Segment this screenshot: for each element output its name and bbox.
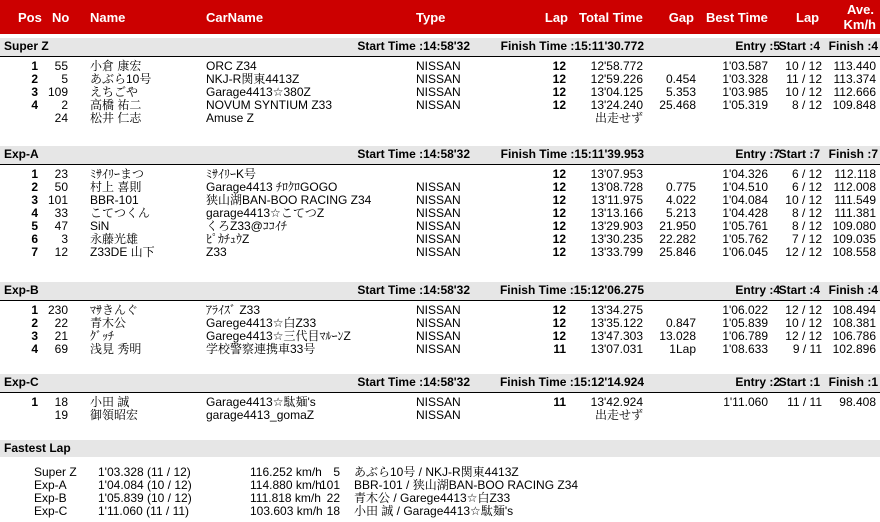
cell-total: 13'42.924 (590, 395, 643, 409)
cell-no: 2 (61, 98, 68, 112)
cell-ave: 109.080 (832, 219, 876, 233)
section-entry: Entry :4 (735, 283, 780, 297)
cell-name: SiN (90, 219, 110, 233)
cell-best: 1'06.022 (722, 303, 768, 317)
cell-bestlap: 12 / 12 (785, 329, 822, 343)
cell-pos: 4 (31, 206, 38, 220)
cell-total: 13'11.975 (591, 193, 643, 207)
cell-name: 浅見 秀明 (90, 342, 142, 356)
cell-best: 1'04.084 (722, 193, 768, 207)
cell-ave: 112.666 (833, 85, 876, 99)
cell-gap: 0.775 (665, 180, 696, 194)
section-name: Exp-B (4, 283, 39, 297)
fastest-lap-bar (0, 440, 880, 457)
cell-gap: 22.282 (659, 232, 696, 246)
cell-total: 13'29.903 (590, 219, 643, 233)
cell-car: Garege4413☆白Z33 (206, 316, 317, 330)
section-name: Exp-A (4, 147, 39, 161)
fastest-cell-no: 18 (326, 504, 340, 518)
cell-pos: 1 (31, 59, 38, 73)
cell-ave: 109.848 (832, 98, 876, 112)
col-kmh: Km/h (843, 17, 876, 32)
cell-total: 出走せず (594, 111, 643, 125)
cell-best: 1'03.587 (722, 59, 768, 73)
cell-gap: 1Lap (669, 342, 696, 356)
cell-no: 22 (54, 316, 68, 330)
col-name: Name (90, 10, 126, 25)
cell-total: 出走せず (594, 408, 643, 422)
section-start-count: Start :4 (778, 283, 820, 297)
section-name: Exp-C (4, 375, 39, 389)
cell-name: BBR-101 (90, 193, 139, 207)
cell-pos: 4 (31, 98, 38, 112)
section-divider (0, 392, 880, 393)
cell-car: 狭山湖BAN-BOO RACING Z34 (206, 193, 372, 207)
cell-total: 13'30.235 (590, 232, 643, 246)
cell-car: garage4413☆こてつZ (206, 206, 325, 220)
cell-ave: 98.408 (839, 395, 876, 409)
section-start-count: Start :4 (778, 39, 820, 53)
section-finish-time: Finish Time :15:12'06.275 (499, 283, 644, 297)
cell-ave: 106.786 (832, 329, 876, 343)
cell-gap: 25.846 (659, 245, 696, 259)
cell-lap: 12 (552, 98, 566, 112)
cell-total: 13'08.728 (590, 180, 643, 194)
cell-name: ﾏｻきんぐ (90, 303, 139, 317)
fastest-cell-cls: Exp-B (34, 491, 67, 505)
cell-gap: 21.950 (659, 219, 696, 233)
fastest-cell-speed: 116.252 km/h (250, 465, 322, 479)
cell-bestlap: 8 / 12 (791, 219, 822, 233)
cell-type: NISSAN (416, 316, 461, 330)
cell-name: えちごや (90, 85, 139, 99)
cell-pos: 5 (31, 219, 38, 233)
fastest-cell-speed: 114.880 km/h (250, 478, 322, 492)
cell-no: 5 (61, 72, 68, 86)
cell-type: NISSAN (416, 342, 461, 356)
col-gap: Gap (668, 10, 694, 25)
section-finish-count: Finish :1 (828, 375, 878, 389)
section-name: Super Z (4, 39, 49, 53)
cell-no: 55 (54, 59, 68, 73)
fastest-cell-no: 5 (333, 465, 340, 479)
cell-name: Z33DE 山下 (90, 245, 155, 259)
cell-no: 47 (54, 219, 68, 233)
cell-no: 109 (47, 85, 68, 99)
cell-ave: 108.494 (832, 303, 876, 317)
cell-gap: 5.213 (665, 206, 696, 220)
cell-type: NISSAN (416, 329, 461, 343)
cell-ave: 113.440 (833, 59, 876, 73)
section-divider (0, 164, 880, 165)
section-start-time: Start Time :14:58'32 (357, 375, 470, 389)
fastest-cell-desc: BBR-101 / 狭山湖BAN-BOO RACING Z34 (354, 478, 579, 492)
cell-ave: 102.896 (832, 342, 876, 356)
cell-no: 33 (54, 206, 68, 220)
cell-car: Garege4413☆三代目ﾏﾙｰﾝZ (206, 329, 351, 343)
cell-gap: 13.028 (659, 329, 696, 343)
cell-total: 13'34.275 (590, 303, 643, 317)
cell-name: 御領昭宏 (90, 408, 139, 422)
fastest-cell-speed: 111.818 km/h (250, 491, 321, 505)
cell-no: 23 (54, 167, 68, 181)
cell-lap: 12 (552, 193, 566, 207)
cell-type: NISSAN (416, 98, 461, 112)
fastest-cell-desc: あぶら10号 / NKJ-R関東4413Z (354, 465, 519, 479)
section-finish-time: Finish Time :15:11'30.772 (500, 39, 644, 53)
section-start-time: Start Time :14:58'32 (357, 147, 470, 161)
cell-car: ｱﾗｲｽﾞ Z33 (206, 303, 261, 317)
cell-car: Z33 (206, 245, 227, 259)
cell-car: Garage4413☆380Z (206, 85, 311, 99)
cell-type: NISSAN (416, 395, 461, 409)
cell-car: garage4413_gomaZ (206, 408, 315, 422)
cell-car: NKJ-R関東4413Z (206, 72, 300, 86)
cell-best: 1'05.319 (722, 98, 768, 112)
cell-type: NISSAN (416, 303, 461, 317)
cell-car: 学校警察連携車33号 (206, 342, 316, 356)
cell-pos: 2 (31, 180, 38, 194)
cell-car: Garage4413 ﾁﾛｸﾛGOGO (206, 180, 338, 194)
cell-total: 12'59.226 (590, 72, 643, 86)
cell-ave: 108.381 (832, 316, 876, 330)
cell-pos: 2 (31, 316, 38, 330)
cell-pos: 3 (31, 85, 38, 99)
cell-total: 13'35.122 (590, 316, 643, 330)
section-finish-count: Finish :4 (828, 283, 878, 297)
cell-no: 21 (54, 329, 68, 343)
cell-name: 松井 仁志 (90, 111, 142, 125)
cell-total: 13'47.303 (590, 329, 643, 343)
cell-no: 18 (54, 395, 68, 409)
cell-ave: 111.381 (834, 206, 876, 220)
cell-gap: 0.847 (665, 316, 696, 330)
cell-car: くろZ33@ｺｺｲﾁ (206, 219, 287, 233)
section-finish-time: Finish Time :15:12'14.924 (499, 375, 644, 389)
cell-best: 1'03.328 (722, 72, 768, 86)
cell-total: 13'33.799 (590, 245, 643, 259)
section-finish-count: Finish :4 (828, 39, 878, 53)
col-best-time: Best Time (706, 10, 768, 25)
cell-type: NISSAN (416, 206, 461, 220)
cell-lap: 11 (553, 395, 566, 409)
cell-bestlap: 11 / 11 (787, 395, 822, 409)
cell-gap: 4.022 (665, 193, 696, 207)
cell-total: 13'04.125 (590, 85, 643, 99)
cell-name: 高橋 祐二 (90, 98, 142, 112)
cell-bestlap: 10 / 12 (785, 316, 822, 330)
section-finish-time: Finish Time :15:11'39.953 (500, 147, 644, 161)
cell-best: 1'03.985 (722, 85, 768, 99)
cell-ave: 112.008 (833, 180, 876, 194)
cell-pos: 1 (31, 167, 38, 181)
cell-pos: 1 (31, 303, 38, 317)
cell-pos: 3 (31, 329, 38, 343)
cell-type: NISSAN (416, 219, 461, 233)
section-bar (0, 146, 880, 164)
cell-best: 1'06.789 (722, 329, 768, 343)
cell-type: NISSAN (416, 72, 461, 86)
cell-best: 1'04.510 (722, 180, 768, 194)
cell-ave: 113.374 (833, 72, 876, 86)
cell-type: NISSAN (416, 180, 461, 194)
cell-bestlap: 10 / 12 (785, 193, 822, 207)
cell-total: 13'07.953 (590, 167, 643, 181)
cell-gap: 0.454 (665, 72, 696, 86)
cell-lap: 12 (552, 219, 566, 233)
cell-name: 小倉 康宏 (90, 59, 142, 73)
fastest-cell-desc: 小田 誠 / Garage4413☆駄麺's (354, 504, 514, 518)
cell-pos: 2 (31, 72, 38, 86)
cell-no: 12 (54, 245, 68, 259)
fastest-cell-cls: Super Z (34, 465, 77, 479)
cell-car: Garage4413☆駄麺's (206, 395, 316, 409)
cell-best: 1'04.326 (722, 167, 768, 181)
section-start-count: Start :7 (778, 147, 820, 161)
cell-no: 50 (54, 180, 68, 194)
cell-type: NISSAN (416, 245, 461, 259)
cell-type: NISSAN (416, 85, 461, 99)
cell-bestlap: 10 / 12 (785, 85, 822, 99)
cell-name: 小田 誠 (90, 395, 130, 409)
fastest-cell-time: 1'11.060 (11 / 11) (98, 504, 190, 518)
cell-name: こてつくん (90, 206, 151, 220)
cell-best: 1'08.633 (722, 342, 768, 356)
fastest-cell-speed: 103.603 km/h (250, 504, 323, 518)
fastest-cell-cls: Exp-C (34, 504, 68, 518)
col-lap: Lap (544, 10, 568, 25)
section-start-time: Start Time :14:58'32 (357, 283, 470, 297)
cell-name: 青木公 (90, 316, 127, 330)
cell-name: 永藤光雄 (90, 232, 139, 246)
cell-no: 24 (54, 111, 68, 125)
cell-total: 13'13.166 (590, 206, 643, 220)
cell-lap: 11 (553, 342, 566, 356)
section-bar (0, 374, 880, 392)
cell-ave: 112.118 (834, 167, 876, 181)
col-no: No (52, 10, 70, 25)
cell-pos: 1 (31, 395, 38, 409)
cell-lap: 12 (552, 206, 566, 220)
cell-pos: 7 (31, 245, 38, 259)
cell-bestlap: 11 / 12 (786, 72, 822, 86)
fastest-cell-cls: Exp-A (34, 478, 67, 492)
cell-total: 12'58.772 (590, 59, 643, 73)
section-entry: Entry :7 (735, 147, 780, 161)
section-entry: Entry :5 (735, 39, 780, 53)
cell-best: 1'05.839 (722, 316, 768, 330)
cell-bestlap: 7 / 12 (791, 232, 822, 246)
cell-type: NISSAN (416, 59, 461, 73)
cell-bestlap: 8 / 12 (791, 206, 822, 220)
cell-bestlap: 8 / 12 (791, 98, 822, 112)
section-entry: Entry :2 (735, 375, 780, 389)
cell-type: NISSAN (416, 232, 461, 246)
col-ave: Ave. (847, 2, 874, 17)
cell-bestlap: 6 / 12 (791, 167, 822, 181)
col-type: Type (416, 10, 446, 25)
fastest-lap-title: Fastest Lap (4, 441, 71, 455)
cell-lap: 12 (552, 180, 566, 194)
cell-gap: 25.468 (659, 98, 696, 112)
cell-no: 19 (54, 408, 68, 422)
cell-lap: 12 (552, 245, 566, 259)
col-total-time: Total Time (579, 10, 643, 25)
fastest-cell-no: 22 (326, 491, 340, 505)
cell-car: ORC Z34 (206, 59, 257, 73)
section-bar (0, 38, 880, 56)
section-divider (0, 56, 880, 57)
cell-bestlap: 6 / 12 (791, 180, 822, 194)
cell-bestlap: 10 / 12 (785, 59, 822, 73)
cell-name: 村上 喜則 (90, 180, 142, 194)
cell-best: 1'05.762 (722, 232, 768, 246)
cell-lap: 12 (552, 329, 566, 343)
col-best-lap: Lap (796, 10, 820, 25)
cell-gap: 5.353 (665, 85, 696, 99)
section-finish-count: Finish :7 (828, 147, 878, 161)
cell-best: 1'04.428 (722, 206, 768, 220)
cell-name: ｸﾞｯﾁ (90, 329, 115, 343)
cell-car: ﾐｻｲﾘｰK号 (206, 167, 257, 181)
cell-ave: 108.558 (832, 245, 876, 259)
col-carname: CarName (206, 10, 264, 25)
results-header (0, 0, 880, 34)
cell-no: 230 (47, 303, 68, 317)
cell-car: Amuse Z (206, 111, 255, 125)
cell-bestlap: 12 / 12 (785, 303, 822, 317)
cell-name: ﾐｻｲﾘｰまつ (90, 167, 145, 181)
cell-lap: 12 (552, 85, 566, 99)
fastest-cell-desc: 青木公 / Garege4413☆白Z33 (354, 491, 511, 505)
cell-best: 1'11.060 (723, 395, 768, 409)
cell-best: 1'05.761 (722, 219, 768, 233)
cell-lap: 12 (552, 72, 566, 86)
cell-lap: 12 (552, 303, 566, 317)
cell-name: あぶら10号 (90, 72, 152, 86)
cell-type: NISSAN (416, 193, 461, 207)
cell-lap: 12 (552, 232, 566, 246)
cell-ave: 111.549 (834, 193, 876, 207)
fastest-cell-no: 101 (319, 478, 340, 492)
cell-total: 13'07.031 (590, 342, 643, 356)
cell-lap: 12 (552, 59, 566, 73)
cell-no: 69 (54, 342, 68, 356)
cell-car: NOVUM SYNTIUM Z33 (206, 98, 333, 112)
cell-ave: 109.035 (832, 232, 876, 246)
cell-best: 1'06.045 (722, 245, 768, 259)
cell-bestlap: 9 / 11 (792, 342, 822, 356)
cell-lap: 12 (552, 316, 566, 330)
cell-pos: 3 (31, 193, 38, 207)
fastest-cell-time: 1'03.328 (11 / 12) (98, 465, 191, 479)
fastest-cell-time: 1'05.839 (10 / 12) (98, 491, 192, 505)
cell-total: 13'24.240 (590, 98, 643, 112)
cell-bestlap: 12 / 12 (785, 245, 822, 259)
fastest-cell-time: 1'04.084 (10 / 12) (98, 478, 192, 492)
cell-no: 3 (61, 232, 68, 246)
section-divider (0, 300, 880, 301)
section-start-time: Start Time :14:58'32 (357, 39, 470, 53)
cell-lap: 12 (552, 167, 566, 181)
col-pos: Pos (18, 10, 42, 25)
cell-pos: 4 (31, 342, 38, 356)
cell-type: NISSAN (416, 408, 461, 422)
cell-car: ﾋﾟｶﾁｭｳZ (206, 232, 250, 246)
cell-no: 101 (47, 193, 68, 207)
section-bar (0, 282, 880, 300)
cell-pos: 6 (31, 232, 38, 246)
section-start-count: Start :1 (778, 375, 820, 389)
